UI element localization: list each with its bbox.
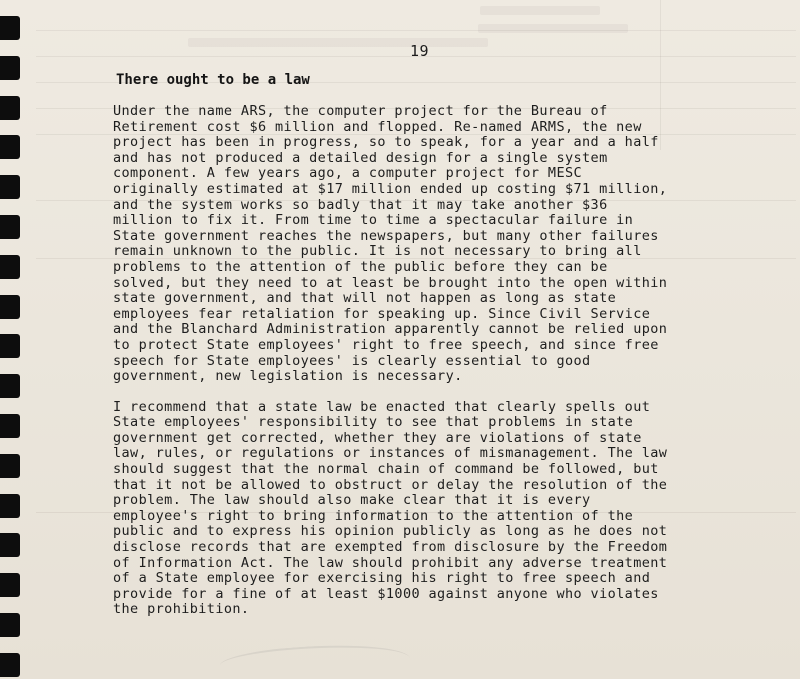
text-line: and has not produced a detailed design for a single system [113, 149, 608, 166]
binding-hole [0, 374, 20, 398]
text-line: speech for State employees' is clearly essential to good [113, 352, 591, 369]
text-line: remain unknown to the public. It is not necessary to bring all [113, 243, 642, 260]
text-line: million to fix it. From time to time a spectacular failure in [113, 212, 634, 229]
text-line: should suggest that the normal chain of command be followed, but [113, 461, 659, 478]
binding-hole [0, 613, 20, 637]
text-line: and the system works so badly that it may take another $36 [113, 196, 608, 213]
binding-hole [0, 653, 20, 677]
text-line: and the Blanchard Administration apparently cannot be relied upon [113, 321, 668, 338]
binding-hole [0, 494, 20, 518]
binding-hole [0, 56, 20, 80]
binding-hole [0, 295, 20, 319]
paragraph [113, 104, 753, 385]
binding-hole [0, 414, 20, 438]
binding-hole [0, 454, 20, 478]
binding-hole [0, 573, 20, 597]
paragraph [113, 400, 753, 618]
text-line: of a State employee for exercising his right to free speech and [113, 570, 651, 587]
page-number: 19 [410, 42, 430, 60]
text-line: employees fear retaliation for speaking up. Since Civil Service [113, 305, 651, 322]
binding-hole [0, 334, 20, 358]
text-line: problem. The law should also make clear that it is every [113, 492, 591, 509]
text-line: disclose records that are exempted from disclosure by the Freedom [113, 539, 668, 556]
text-line: component. A few years ago, a computer project for MESC [113, 165, 583, 182]
text-line: law, rules, or regulations or instances of mismanagement. The law [113, 445, 668, 462]
text-line: government get corrected, whether they are violations of state [113, 429, 642, 446]
text-line: that it not be allowed to obstruct or delay the resolution of the [113, 476, 668, 493]
text-line: State employees' responsibility to see that problems in state [113, 414, 634, 431]
text-line: government, new legislation is necessary. [113, 368, 463, 385]
binding-hole [0, 96, 20, 120]
text-line: to protect State employees' right to free speech, and since free [113, 336, 659, 353]
body-text [113, 104, 753, 618]
text-line: Retirement cost $6 million and flopped. Re-named ARMS, the new [113, 118, 642, 135]
text-line: employee's right to bring information to the attention of the [113, 507, 634, 524]
text-line: problems to the attention of the public before they can be [113, 258, 608, 275]
binding-hole [0, 255, 20, 279]
text-line: originally estimated at $17 million ended up costing $71 million, [113, 180, 668, 197]
text-line: State government reaches the newspapers, but many other failures [113, 227, 659, 244]
text-line: provide for a fine of at least $1000 against anyone who violates [113, 585, 659, 602]
binding-hole [0, 16, 20, 40]
text-line: the prohibition. [113, 601, 250, 618]
text-line: project has been in progress, so to speak, for a year and a half [113, 134, 659, 151]
binding-hole [0, 215, 20, 239]
text-line: solved, but they need to at least be brought into the open within [113, 274, 668, 291]
text-line: Under the name ARS, the computer project for the Bureau of [113, 103, 608, 119]
section-heading: There ought to be a law [116, 72, 310, 88]
binding-hole [0, 175, 20, 199]
binding-hole [0, 533, 20, 557]
text-line: public and to express his opinion publicly as long as he does not [113, 523, 668, 540]
text-line: of Information Act. The law should prohibit any adverse treatment [113, 554, 668, 571]
binding-hole [0, 135, 20, 159]
text-line: state government, and that will not happen as long as state [113, 290, 617, 307]
spiral-binding [0, 0, 22, 679]
text-line: I recommend that a state law be enacted that clearly spells out [113, 398, 651, 415]
